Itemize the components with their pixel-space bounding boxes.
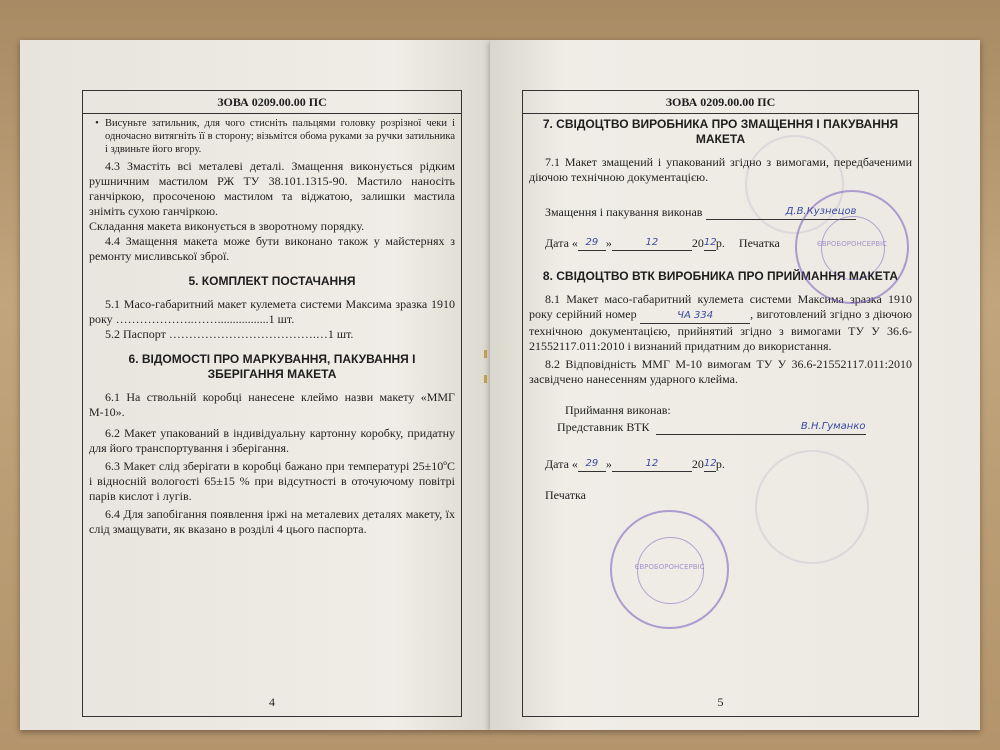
staple-bottom: [484, 375, 487, 383]
stamp-text: ЄВРОБОРОНСЕРВІС: [816, 240, 887, 249]
accept-label: Приймання виконав:: [565, 403, 671, 417]
paragraph-8-1-end: , виготовлений згідно з діючою технічною документацією, прийнятий згідно з вимогами ТУ У 36.6-21552117.011:2010 і визнаний придатним до використання.: [529, 307, 913, 353]
date2-month: 12: [645, 458, 659, 469]
paragraph-6-2: 6.2 Макет упакований в індивідуальну картонну коробку, придатну для його транспортування і зберігання.: [89, 426, 455, 455]
date2-suffix: р.: [715, 457, 725, 471]
date-day: 29: [585, 237, 599, 248]
date-month: 12: [645, 237, 659, 248]
paragraph-6-4: 6.4 Для запобігання появлення іржі на металевих деталях макету, їх слід змащувати, як вказано в розділі 4 цього паспорта.: [89, 507, 455, 536]
date-suffix: р.: [715, 236, 725, 250]
paragraph-4-3: 4.3 Змастіть всі металеві деталі. Змащення виконується рідким рушничним мастилом РЖ ТУ 38.101.1315-90. Мастило наносіть ганчіркою, просоченою мастилом та віджатою, залишки мастила зніміть сухою ганчіркою.: [89, 159, 455, 218]
stamp-seal-bottom: [610, 510, 729, 629]
date2-label: Дата «: [545, 457, 578, 471]
paragraph-assembly: Складання макета виконується в зворотному порядку.: [89, 219, 365, 233]
stamp-text: ЄВРОБОРОНСЕРВІС: [634, 562, 705, 571]
paragraph-8-2: 8.2 Відповідність ММГ М-10 вимогам ТУ У 36.6-21552117.011:2010 засвідчено нанесенням ударного клейма.: [529, 357, 912, 386]
left-page-frame: [82, 90, 462, 717]
packer-name: Д.В.Кузнецов: [785, 206, 857, 217]
paragraph-5-1: 5.1 Масо-габаритний макет кулемета системи Максима зразка 1910 року ………………..…….................1 шт.: [89, 297, 455, 326]
right-page-number: 5: [717, 695, 724, 709]
right-page-frame: [522, 90, 919, 717]
paragraph-6-1: 6.1 На ствольній коробці нанесене клеймо назви макету «ММГ М-10».: [89, 390, 455, 419]
serial-number-field: [640, 307, 750, 324]
left-page-header: ЗОВА 0209.00.00 ПС: [83, 91, 461, 114]
right-page: [490, 40, 980, 730]
date-day-field: [578, 234, 606, 251]
bullet-text: Висуньте затильник, для чого стисніть пальцями головку розрізної чеки і одночасно витягніть її в сторону; візьмітся обома руками за ручки затильника і здвиньте його вгору.: [105, 118, 455, 155]
right-page-header: ЗОВА 0209.00.00 ПС: [523, 91, 918, 114]
vtk-date-row: [529, 455, 912, 472]
serial-number: ЧА 334: [677, 310, 714, 321]
section-8-title: 8. СВІДОЦТВО ВТК ВИРОБНИКА ПРО ПРИЙМАННЯ МАКЕТА: [542, 269, 899, 283]
seal-label: Печатка: [738, 236, 780, 250]
paragraph-7-1: 7.1 Макет змащений і упакований згідно з вимогами, передбаченими діючою технічною документацією.: [529, 155, 912, 184]
left-page-number: 4: [269, 695, 275, 709]
right-page-content: [529, 117, 912, 503]
date2-year: 12: [703, 458, 717, 469]
vtk-signature-line: [656, 418, 866, 435]
paragraph-5-2: 5.2 Паспорт ……………………………….…1 шт.: [105, 327, 354, 341]
date-quote: »: [605, 236, 612, 250]
stamp-seal-top: [795, 190, 909, 304]
paragraph-6-3: 6.3 Макет слід зберігати в коробці бажано при температурі 25±10ºС і відносній вологості 65±15 % при відсутності в оточуючому повітрі парів кислот і лугів.: [89, 459, 455, 503]
seal-label-2: Печатка: [545, 488, 586, 502]
staple-top: [484, 350, 487, 358]
paragraph-8-1-start: 8.1 Макет масо-габаритний кулемета системи Максима зразка 1910 року серійний номер: [529, 292, 912, 321]
left-page: [20, 40, 490, 730]
section-6-title: 6. ВІДОМОСТІ ПРО МАРКУВАННЯ, ПАКУВАННЯ І ЗБЕРІГАННЯ МАКЕТА: [128, 352, 416, 381]
date2-day: 29: [585, 458, 599, 469]
date2-year-prefix: 20: [691, 457, 704, 471]
date-year-field: [704, 234, 716, 251]
packing-label: Змащення і пакування виконав: [545, 205, 703, 219]
date2-day-field: [578, 455, 606, 472]
date-label: Дата «: [545, 236, 578, 250]
date-year-prefix: 20: [691, 236, 704, 250]
bullet-icon: •: [95, 118, 99, 129]
left-page-content: [89, 117, 455, 537]
section-5-title: 5. КОМПЛЕКТ ПОСТАЧАННЯ: [188, 274, 356, 288]
date-year: 12: [703, 237, 717, 248]
date2-quote: »: [605, 457, 612, 471]
date-month-field: [612, 234, 692, 251]
vtk-rep-label: Представник ВТК: [557, 420, 650, 434]
section-7-title: 7. СВІДОЦТВО ВИРОБНИКА ПРО ЗМАЩЕННЯ І ПАКУВАННЯ МАКЕТА: [542, 117, 899, 146]
vtk-rep-name: В.Н.Гуманко: [800, 421, 866, 432]
bullet-item: [89, 117, 455, 156]
date2-month-field: [612, 455, 692, 472]
paragraph-4-4: 4.4 Змащення макета може бути виконано також у майстернях з ремонту мисливської зброї.: [89, 234, 455, 263]
passport-booklet: [20, 40, 980, 730]
date2-year-field: [704, 455, 716, 472]
vtk-signature-row: [529, 418, 912, 435]
